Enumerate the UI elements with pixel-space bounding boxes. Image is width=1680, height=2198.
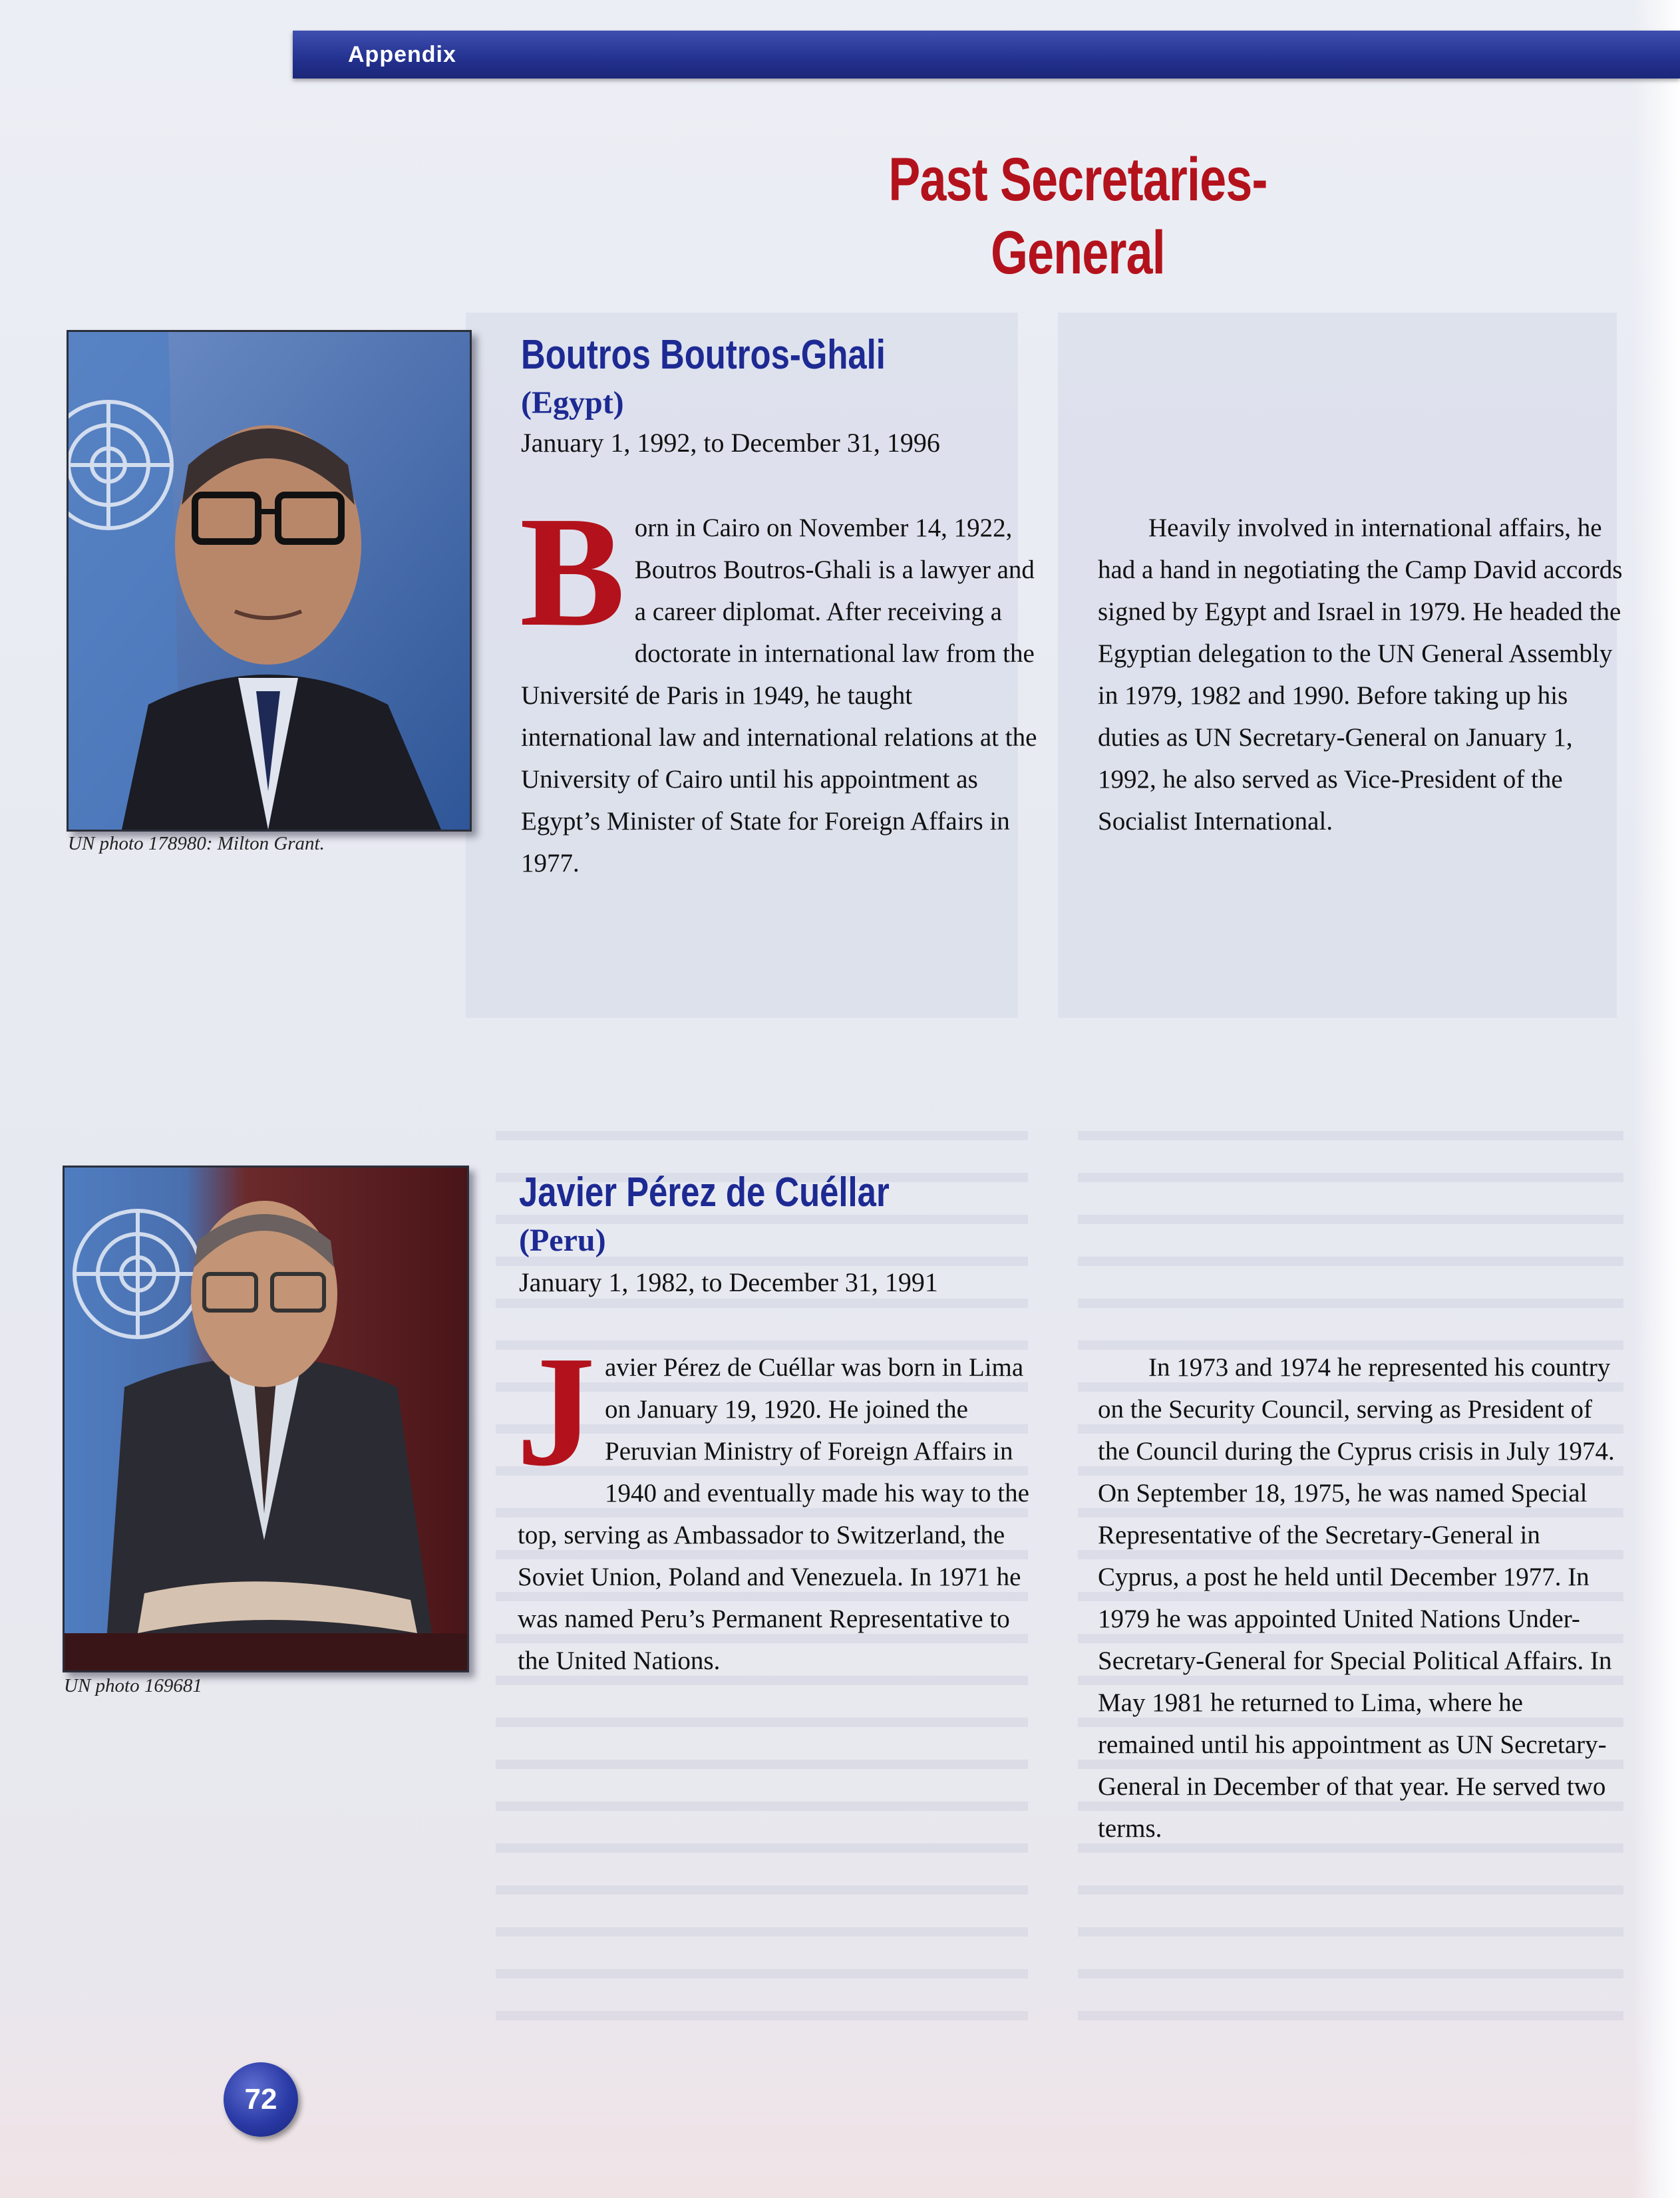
paragraph-text: avier Pérez de Cuéllar was born in Lima on January 19, 1920. He joined the Peruvian Ministry of Foreign Affairs in 1940 and eventually made his way to the top, serving as Ambassador to Switzerland, the Soviet Union, Poland and Venezuela. In 1971 he was named Peru’s Permanent Representative to the United Nations. — [518, 1353, 1029, 1675]
portrait-photo-icon — [69, 332, 470, 830]
biography-paragraph-2 — [1098, 507, 1623, 842]
perez-de-cuellar-photo — [63, 1166, 469, 1672]
country: (Peru) — [519, 1223, 606, 1258]
page-number-badge: 72 — [224, 2062, 298, 2137]
page-title: Past Secretaries-General — [888, 146, 1267, 287]
biography-paragraph-1 — [520, 484, 1047, 884]
country: (Egypt) — [521, 385, 624, 420]
term-dates: January 1, 1992, to December 31, 1996 — [521, 428, 940, 458]
paragraph-text: In 1973 and 1974 he represented his country on the Security Council, serving as President of the Council during the Cyprus crisis in July 1974. On September 18, 1975, he was named Special Representative of the Secretary-General in Cyprus, a post he held until December 1977. In 1979 he was appointed United Nations Under-Secretary-General for Special Political Affairs. In May 1981 he returned to Lima, where he remained until his appointment as UN Secretary-General in December of that year. He served two terms. — [1098, 1353, 1615, 1843]
boutros-ghali-photo — [67, 330, 472, 832]
page-edge — [1633, 0, 1680, 2198]
drop-cap: B — [520, 484, 625, 659]
photo-credit: UN photo 178980: Milton Grant. — [68, 833, 325, 854]
biography-paragraph-2 — [1098, 1346, 1623, 1849]
portrait-photo-icon — [65, 1168, 467, 1670]
paragraph-text: Heavily involved in international affairs, he had a hand in negotiating the Camp David accords signed by Egypt and Israel in 1979. He headed the Egyptian delegation to the UN General Assembly in 1979, 1982 and 1990. Before taking up his duties as UN Secretary-General on January 1, 1992, he also served as Vice-President of the Socialist International. — [1098, 514, 1623, 836]
drop-cap: J — [516, 1324, 595, 1499]
photo-credit: UN photo 169681 — [64, 1675, 202, 1696]
term-dates: January 1, 1982, to December 31, 1991 — [519, 1267, 938, 1297]
paragraph-text: orn in Cairo on November 14, 1922, Boutros Boutros-Ghali is a lawyer and a career diplomat. After receiving a doctorate in international law from the Université de Paris in 1949, he taught international law and international relations at the University of Cairo until his appointment as Egypt’s Minister of State for Foreign Affairs in 1977. — [521, 514, 1037, 877]
secretary-general-name: Javier Pérez de Cuéllar — [519, 1170, 890, 1215]
secretary-general-name: Boutros Boutros-Ghali — [521, 332, 886, 378]
un-flag-emblem — [75, 1211, 201, 1337]
section-header-bar — [293, 31, 1680, 78]
section-label: Appendix — [348, 42, 456, 67]
biography-paragraph-1 — [516, 1324, 1043, 1682]
